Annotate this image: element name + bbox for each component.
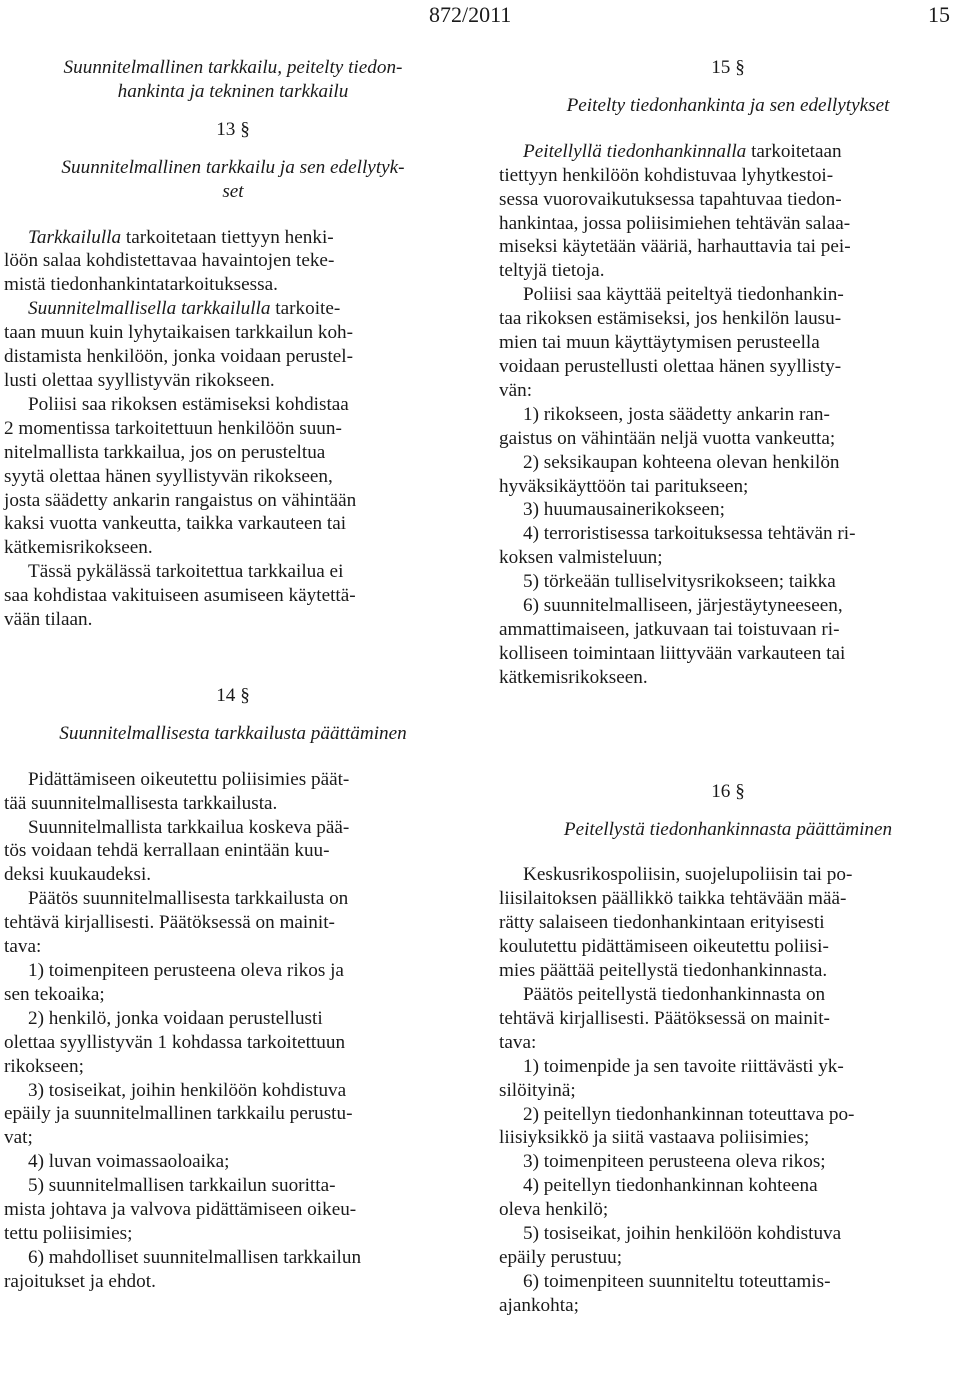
chapter-title: Suunnitelmallinen tarkkailu, peitelty tiedon- hankinta ja tekninen tarkkailu: [63, 57, 403, 102]
section-13-paragraph-2: Suunnitelmallisella tarkkailulla tarkoite- taan muun kuin lyhytaikaisen tarkkailun koh- distamista henkilöön, jonka voidaan perustel- lusti olettaa syyllistyvän rikokseen.: [4, 298, 354, 391]
section-15-item-5: 5) törkeään tulliselvitysrikokseen; taikka: [523, 571, 836, 593]
section-14-item-1: 1) toimenpiteen perusteena oleva rikos ja sen tekoaika;: [4, 960, 344, 1005]
section-15-number: 15 §: [711, 57, 745, 78]
section-14-item-4: 4) luvan voimassaoloaika;: [28, 1151, 230, 1173]
page-number: 15: [928, 2, 950, 27]
section-16-item-1: 1) toimenpide ja sen tavoite riittävästi yk- silöityinä;: [499, 1055, 844, 1101]
section-16-item-6: 6) toimenpiteen suunniteltu toteuttamis- ajankohta;: [499, 1270, 831, 1316]
section-13-title: Suunnitelmallinen tarkkailu ja sen edellytyk- set: [61, 156, 405, 202]
section-16-paragraph-1: Keskusrikospoliisin, suojelupoliisin tai po- liisilaitoksen päällikkö taikka tehtävään mää- rätty salaiseen tiedonhankintaan erityisesti koulutettu pidättämiseen oikeutettu poliisi- mies päättää peitellystä tiedonhankinnasta.: [499, 864, 853, 982]
section-15-item-6: 6) suunnitelmalliseen, järjestäytyneeseen, ammattimaiseen, jatkuvaan tai toistuvaan ri- kolliseen toimintaan liittyvään varkauteen tai kätkemisrikokseen.: [499, 595, 846, 688]
section-14-item-6: 6) mahdolliset suunnitelmallisen tarkkailun rajoitukset ja ehdot.: [4, 1246, 362, 1292]
section-15-item-4: 4) terroristisessa tarkoituksessa tehtävän ri- koksen valmisteluun;: [499, 523, 856, 569]
section-16-item-3: 3) toimenpiteen perusteena oleva rikos;: [523, 1151, 826, 1173]
section-13-paragraph-4: Tässä pykälässä tarkoitettua tarkkailua ei saa kohdistaa vakituiseen asumiseen käytettä- vään tilaan.: [4, 561, 356, 631]
section-14-item-2: 2) henkilö, jonka voidaan perustellusti olettaa syyllistyvän 1 kohdassa tarkoitettuun rikokseen;: [4, 1007, 346, 1077]
section-14-paragraph-3: Päätös suunnitelmallisesta tarkkailusta on tehtävä kirjallisesti. Päätöksessä on mainit- tava:: [4, 888, 349, 958]
section-16-number: 16 §: [711, 780, 745, 802]
section-14-title: Suunnitelmallisesta tarkkailusta päättäminen: [59, 722, 407, 744]
section-16-paragraph-2: Päätös peitellystä tiedonhankinnasta on tehtävä kirjallisesti. Päätöksessä on mainit- tava:: [499, 984, 830, 1053]
term-suunnitelmallisella-tarkkailulla: Suunnitelmallisella tarkkailulla: [28, 298, 271, 320]
section-16-title: Peitellystä tiedonhankinnasta päättäminen: [563, 818, 893, 840]
section-16-item-5: 5) tosiseikat, joihin henkilöön kohdistuva epäily perustuu;: [499, 1223, 842, 1268]
section-15-paragraph-2: Poliisi saa käyttää peiteltyä tiedonhankin- taa rikoksen estämiseksi, jos henkilön lausu- mien tai muun käyttäytymisen perusteella voidaan perustellusti olettaa hänen syyllisty- vän:: [499, 284, 844, 401]
section-15-item-2: 2) seksikaupan kohteena olevan henkilön hyväksikäyttöön tai paritukseen;: [499, 451, 840, 497]
page-header: [0, 0, 960, 30]
section-15-title: Peitelty tiedonhankinta ja sen edellytykset: [566, 94, 890, 116]
term-peitellylla-tiedonhankinnalla: Peitellyllä tiedonhankinnalla: [523, 140, 747, 162]
right-column: [499, 56, 957, 1318]
section-14-paragraph-2: Suunnitelmallista tarkkailua koskeva pää- tös voidaan tehdä kerrallaan enintään kuu- deksi kuukaudeksi.: [4, 816, 350, 886]
section-15-paragraph-1: Peitellyllä tiedonhankinnalla tarkoitetaan tiettyyn henkilöön kohdistuvaa lyhytkestoi- sessa vuorovaikutuksessa tapahtuvaa tiedon- hankintaa, jossa poliisimiehen tehtävän salaa- miseksi käytetään vääriä, harhauttavia tai pei- teltyjä tietoja.: [499, 140, 851, 282]
document-number: 872/2011: [429, 2, 512, 27]
term-tarkkailulla: Tarkkailulla: [28, 226, 122, 248]
section-15-item-1: 1) rikokseen, josta säädetty ankarin ran- gaistus on vähintään neljä vuotta vankeutta;: [499, 403, 836, 449]
section-14-paragraph-1: Pidättämiseen oikeutettu poliisimies päät- tää suunnitelmallisesta tarkkailusta.: [4, 768, 350, 814]
section-15-item-3: 3) huumausainerikokseen;: [523, 499, 725, 521]
section-13-number: 13 §: [216, 118, 250, 140]
left-column: [4, 56, 462, 1294]
section-13-paragraph-1: Tarkkailulla tarkoitetaan tiettyyn henki- löön salaa kohdistettavaa havaintojen teke- mistä tiedonhankintatarkoituksessa.: [4, 226, 335, 296]
section-13-paragraph-3: Poliisi saa rikoksen estämiseksi kohdistaa 2 momentissa tarkoitettuun henkilöön suun- nitelmallista tarkkailua, jos on perusteltua syytä olettaa hänen syyllistyvän rikokseen, josta säädetty ankarin rangaistus on vähintään kaksi vuotta vankeutta, taikka varkauteen tai kätkemisrikokseen.: [4, 393, 357, 559]
section-16-item-4: 4) peitellyn tiedonhankinnan kohteena oleva henkilö;: [499, 1175, 818, 1221]
section-16-item-2: 2) peitellyn tiedonhankinnan toteuttava po- liisiyksikkö ja siitä vastaava poliisimies;: [499, 1103, 855, 1149]
section-14-number: 14 §: [216, 684, 250, 706]
section-14-item-5: 5) suunnitelmallisen tarkkailun suoritta- mista johtava ja valvova pidättämiseen oikeu- tettu poliisimies;: [4, 1175, 357, 1244]
section-14-item-3: 3) tosiseikat, joihin henkilöön kohdistuva epäily ja suunnitelmallinen tarkkailu perustu- vat;: [4, 1079, 353, 1149]
